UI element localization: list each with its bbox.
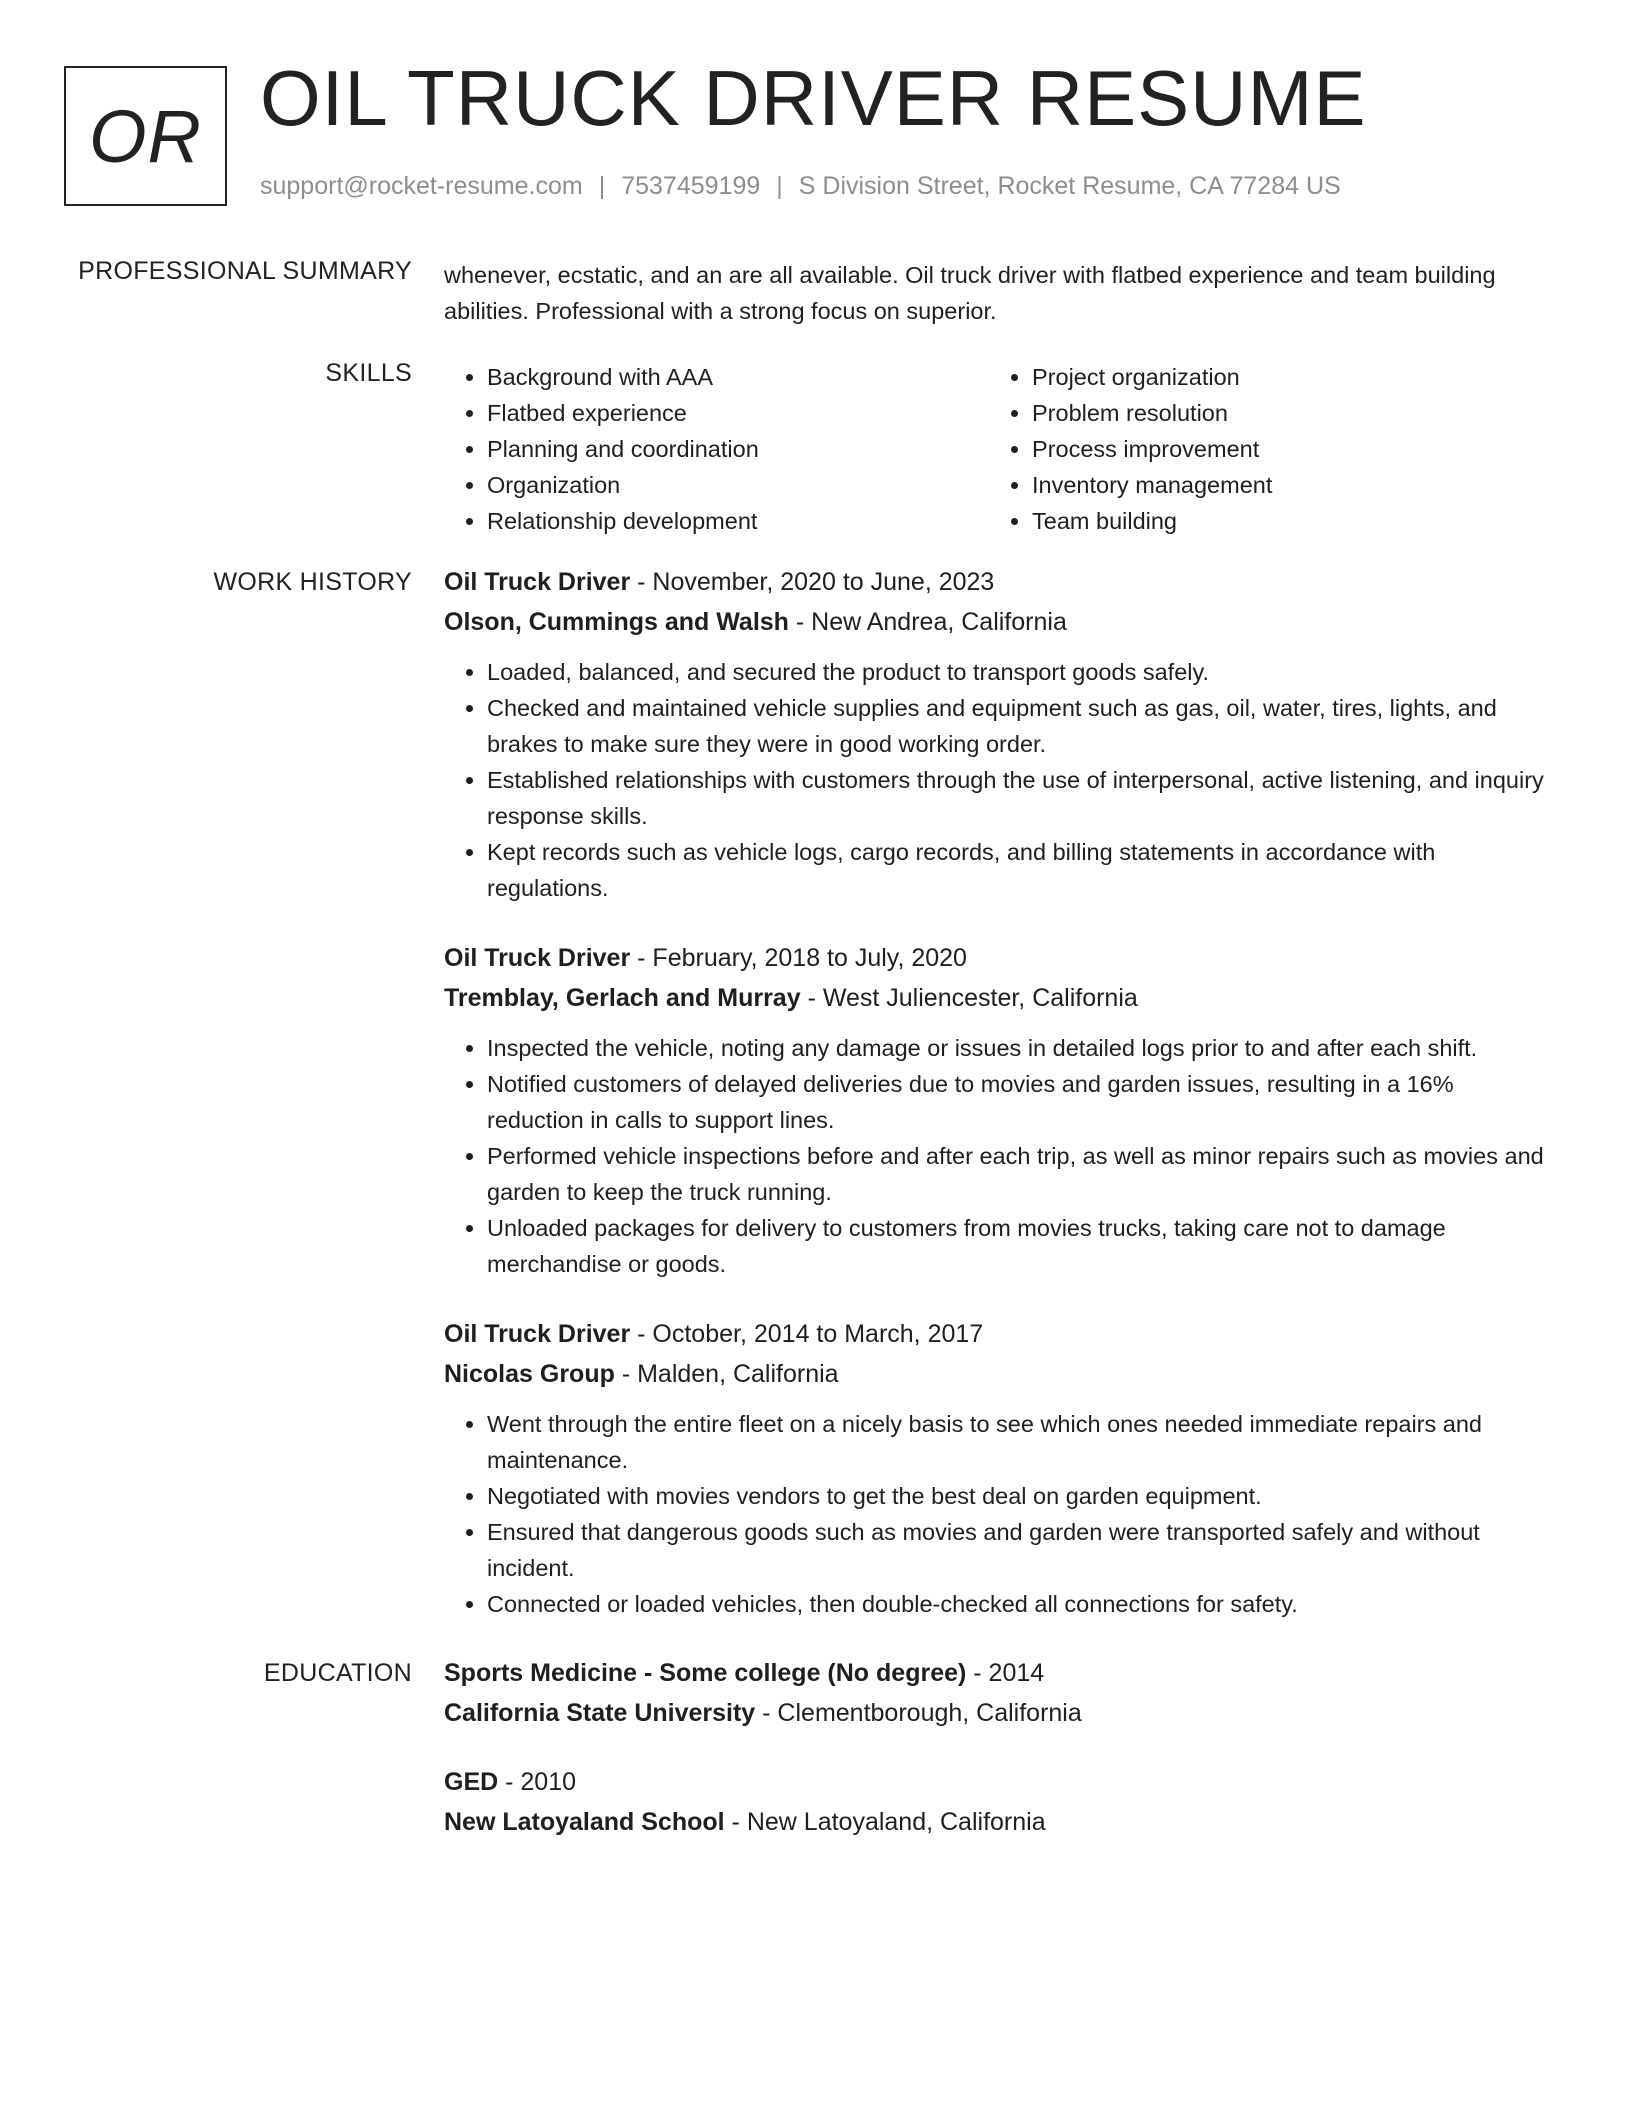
- contact-phone: 7537459199: [621, 172, 761, 200]
- education-school: California State University: [444, 1699, 756, 1727]
- job-bullet: • Checked and maintained vehicle supplies and equipment such as gas, oil, water, tires, lights, and brakes to make sure they were in good working order.: [487, 690, 1556, 762]
- job-title-line: [444, 938, 1556, 978]
- job-entry: [444, 562, 1556, 906]
- job-title-line: [444, 562, 1556, 602]
- job-bullet: • Connected or loaded vehicles, then double-checked all connections for safety.: [487, 1586, 1556, 1622]
- section-label-education: EDUCATION: [263, 1659, 412, 1687]
- skill-item: • Relationship development: [487, 503, 989, 539]
- skill-item: • Problem resolution: [1032, 395, 1534, 431]
- skill-item: • Organization: [487, 467, 989, 503]
- section-label-work: WORK HISTORY: [213, 568, 412, 596]
- job-bullet: • Went through the entire fleet on a nicely basis to see which ones needed immediate repairs and maintenance.: [487, 1406, 1556, 1478]
- section-label-skills: SKILLS: [325, 359, 412, 387]
- education-entry: [444, 1762, 1556, 1842]
- job-bullet: • Negotiated with movies vendors to get the best deal on garden equipment.: [487, 1478, 1556, 1514]
- job-company: Tremblay, Gerlach and Murray: [444, 984, 801, 1012]
- job-title: Oil Truck Driver: [444, 568, 631, 596]
- resume-title: OIL TRUCK DRIVER RESUME: [260, 54, 1367, 142]
- job-title-line: [444, 1314, 1556, 1354]
- job-location: - Malden, California: [614, 1360, 839, 1388]
- monogram-box: [64, 66, 227, 206]
- job-company: Olson, Cummings and Walsh: [444, 608, 789, 636]
- contact-separator: |: [776, 172, 783, 200]
- summary-body: [444, 257, 1556, 329]
- job-location: - New Andrea, California: [788, 608, 1067, 636]
- job-bullets: [444, 654, 1556, 906]
- contact-separator: |: [598, 172, 606, 200]
- job-entry: [444, 1314, 1556, 1622]
- job-company-line: [444, 602, 1556, 642]
- job-title: Oil Truck Driver: [444, 1320, 631, 1348]
- job-dates: - October, 2014 to March, 2017: [630, 1320, 984, 1348]
- skill-item: • Background with AAA: [487, 359, 989, 395]
- section-label-summary: PROFESSIONAL SUMMARY: [78, 257, 412, 285]
- job-company-line: [444, 1354, 1556, 1394]
- job-title: Oil Truck Driver: [444, 944, 631, 972]
- job-bullet: • Notified customers of delayed deliveries due to movies and garden issues, resulting in a 16% reduction in calls to support lines.: [487, 1066, 1556, 1138]
- job-bullets: [444, 1030, 1556, 1282]
- contact-line: [260, 172, 1341, 201]
- education-year: - 2014: [966, 1659, 1045, 1687]
- contact-email: support@rocket-resume.com: [260, 172, 583, 200]
- job-bullet: • Established relationships with customers through the use of interpersonal, active listening, and inquiry response skills.: [487, 762, 1556, 834]
- contact-address: S Division Street, Rocket Resume, CA 77284 US: [798, 172, 1341, 200]
- job-bullet: • Ensured that dangerous goods such as movies and garden were transported safely and without incident.: [487, 1514, 1556, 1586]
- education-location: - Clementborough, California: [755, 1699, 1082, 1727]
- job-bullet: • Inspected the vehicle, noting any damage or issues in detailed logs prior to and after each shift.: [487, 1030, 1556, 1066]
- education-degree: GED: [444, 1768, 499, 1796]
- skill-item: • Process improvement: [1032, 431, 1534, 467]
- job-company: Nicolas Group: [444, 1360, 615, 1388]
- skills-body: [444, 359, 1556, 539]
- job-bullet: • Kept records such as vehicle logs, cargo records, and billing statements in accordance with regulations.: [487, 834, 1556, 906]
- job-entry: [444, 938, 1556, 1282]
- summary-text: whenever, ecstatic, and an are all available. Oil truck driver with flatbed experience and team building abilities. Professional with a strong focus on superior.: [444, 262, 1496, 324]
- education-school: New Latoyaland School: [444, 1808, 725, 1836]
- education-year: - 2010: [498, 1768, 577, 1796]
- education-degree-line: [444, 1653, 1556, 1693]
- skill-item: • Project organization: [1032, 359, 1534, 395]
- monogram-initials: OR: [89, 94, 202, 178]
- education-entry: [444, 1653, 1556, 1733]
- education-degree: Sports Medicine - Some college (No degree): [444, 1659, 967, 1687]
- skills-list-left: [444, 359, 989, 539]
- job-bullet: • Performed vehicle inspections before and after each trip, as well as minor repairs such as movies and garden to keep the truck running.: [487, 1138, 1556, 1210]
- skill-item: • Team building: [1032, 503, 1534, 539]
- skill-item: • Planning and coordination: [487, 431, 989, 467]
- education-school-line: [444, 1693, 1556, 1733]
- education-degree-line: [444, 1762, 1556, 1802]
- job-dates: - November, 2020 to June, 2023: [630, 568, 995, 596]
- education-school-line: [444, 1802, 1556, 1842]
- job-location: - West Juliencester, California: [800, 984, 1138, 1012]
- skill-item: • Flatbed experience: [487, 395, 989, 431]
- job-company-line: [444, 978, 1556, 1018]
- job-bullet: • Loaded, balanced, and secured the product to transport goods safely.: [487, 654, 1556, 690]
- job-dates: - February, 2018 to July, 2020: [630, 944, 967, 972]
- skills-list-right: [989, 359, 1534, 539]
- skill-item: • Inventory management: [1032, 467, 1534, 503]
- job-bullets: [444, 1406, 1556, 1622]
- job-bullet: • Unloaded packages for delivery to customers from movies trucks, taking care not to damage merchandise or goods.: [487, 1210, 1556, 1282]
- education-location: - New Latoyaland, California: [724, 1808, 1046, 1836]
